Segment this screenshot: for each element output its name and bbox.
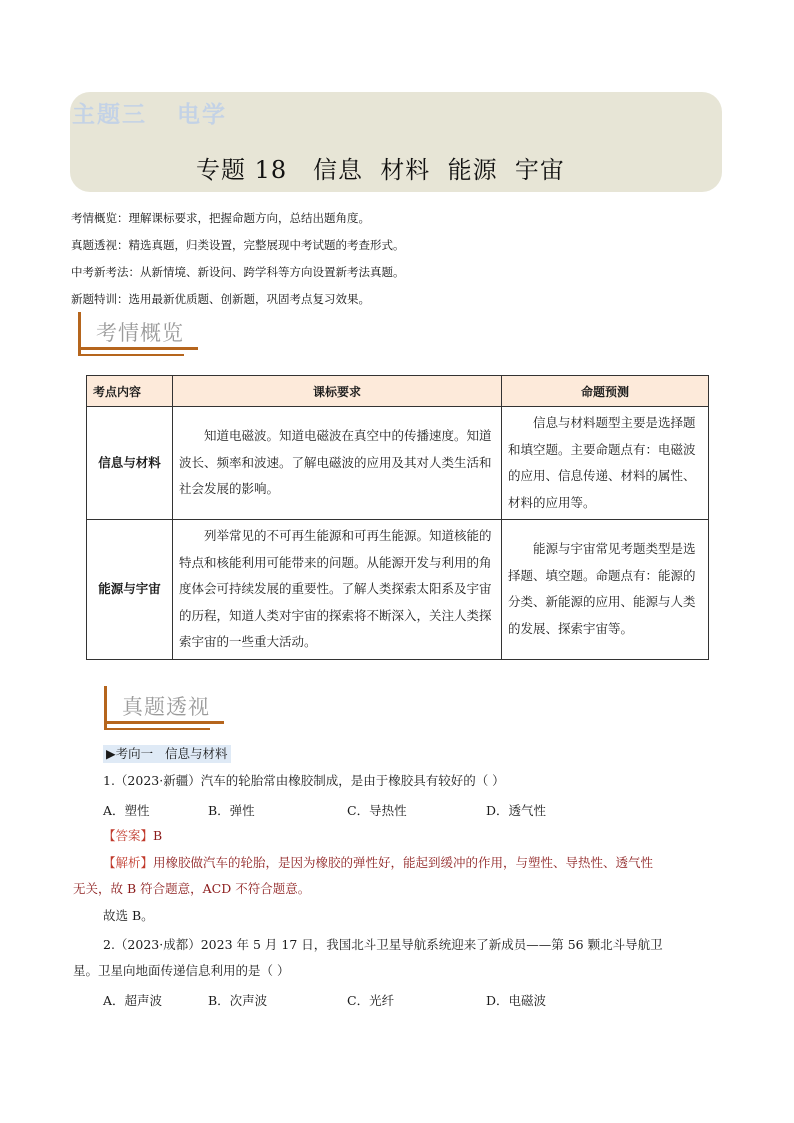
section-bar-horizontal-2 [78,354,184,356]
table-cell-prediction: 能源与宇宙常见考题类型是选择题、填空题。命题点有：能源的分类、新能源的应用、能源与人类的发展、探索宇宙等。 [502,520,709,660]
question-2-stem: 2.（2023·成都）2023 年 5 月 17 日，我国北斗卫星导航系统迎来了新成员——第 56 颗北斗导航卫 [103,937,663,952]
question-1-stem: 1.（2023·新疆）汽车的轮胎常由橡胶制成，是由于橡胶具有较好的（ ） [103,773,505,788]
section-title-real: 真题透视 [122,695,210,719]
question-1-option-d: D．透气性 [486,803,547,818]
section-bar-horizontal [78,347,198,350]
question-1-analysis [103,853,653,873]
intro-line: 新题特训：选用最新优质题、创新题，巩固考点复习效果。 [71,292,370,306]
direction-tag: ▶考向一 信息与材料 [103,745,231,763]
table-cell-prediction: 信息与材料题型主要是选择题和填空题。主要命题点有：电磁波的应用、信息传递、材料的属性、材料的应用等。 [502,407,709,520]
table-header-row [87,376,709,407]
intro-line: 中考新考法：从新情境、新设问、跨学科等方向设置新考法真题。 [71,265,405,279]
topic-title: 专题 18 信息 材料 能源 宇宙 [196,156,565,184]
analysis-label: 【解析】 [103,855,154,870]
question-1-conclusion: 故选 B。 [103,908,154,923]
section-title-overview: 考情概览 [96,321,184,345]
section-bar-horizontal [104,721,224,724]
table-row [87,407,709,520]
theme-label: 主题三 电学 [72,102,228,128]
question-2-option-a: A．超声波 [103,993,163,1008]
table-cell-requirement: 列举常见的不可再生能源和可再生能源。知道核能的特点和核能利用可能带来的问题。从能源开发与利用的角度体会可持续发展的重要性。了解人类探索太阳系及宇宙的历程，知道人类对宇宙的探索将不断深入，关注人类探索宇宙的一些重大活动。 [173,520,502,660]
question-2-option-c: C．光纤 [347,993,395,1008]
intro-block [71,205,731,313]
question-2-option-b: B．次声波 [208,993,268,1008]
exam-overview-table [86,375,709,660]
section-bar-horizontal-2 [104,728,210,730]
intro-line: 真题透视：精选真题，归类设置，完整展现中考试题的考查形式。 [71,238,405,252]
table-row [87,520,709,660]
table-header-topic: 考点内容 [87,376,173,407]
question-1-option-c: C．导热性 [347,803,407,818]
section-heading-real [104,686,264,730]
table-header-requirement: 课标要求 [173,376,502,407]
question-2-option-d: D．电磁波 [486,993,547,1008]
question-1-answer [103,826,162,846]
analysis-text: 用橡胶做汽车的轮胎，是因为橡胶的弹性好，能起到缓冲的作用，与塑性、导热性、透气性 [153,855,654,870]
table-header-prediction: 命题预测 [502,376,709,407]
question-1-option-a: A．塑性 [103,803,150,818]
question-1-option-b: B．弹性 [208,803,255,818]
question-2-stem-cont: 星。卫星向地面传递信息利用的是（ ） [73,963,290,978]
answer-value: B [153,828,163,843]
table-cell-requirement: 知道电磁波。知道电磁波在真空中的传播速度。知道波长、频率和波速。了解电磁波的应用及其对人类生活和社会发展的影响。 [173,407,502,520]
table-cell-topic: 能源与宇宙 [87,520,173,660]
question-1-analysis-cont: 无关，故 B 符合题意，ACD 不符合题意。 [73,881,311,896]
intro-line: 考情概览：理解课标要求，把握命题方向，总结出题角度。 [71,211,370,225]
section-heading-overview [78,312,238,356]
answer-label: 【答案】 [103,828,154,843]
table-cell-topic: 信息与材料 [87,407,173,520]
